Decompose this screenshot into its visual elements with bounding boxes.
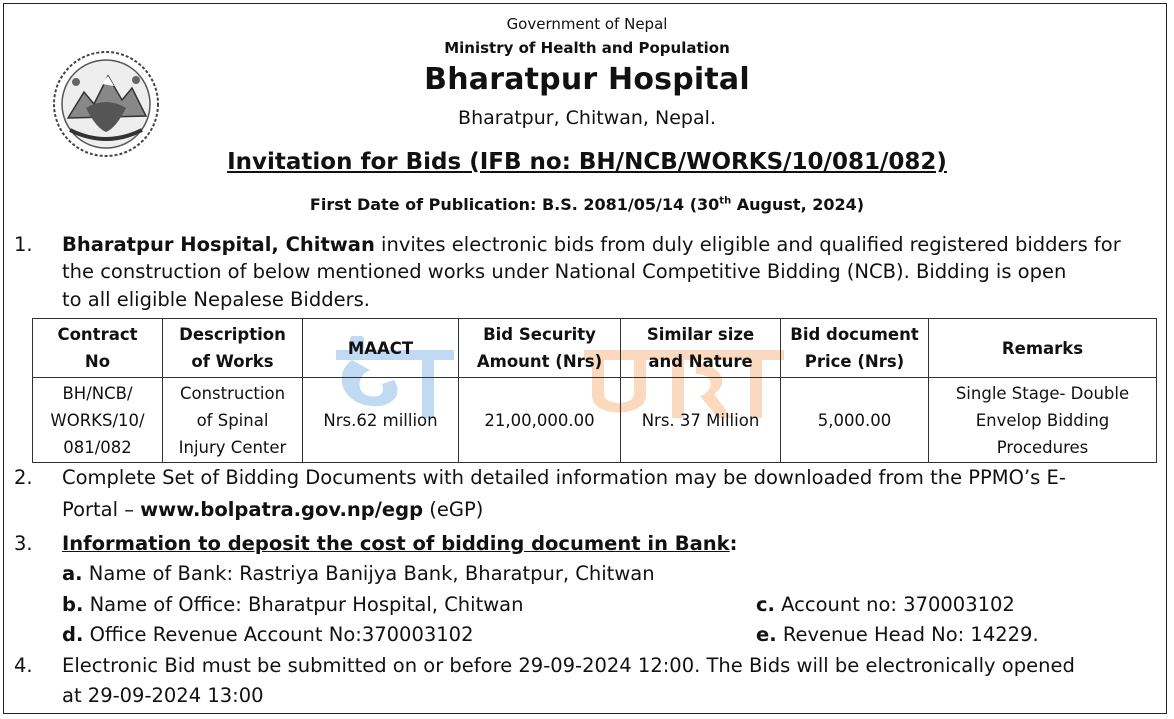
office-revenue-account: d. Office Revenue Account No:370003102	[62, 623, 474, 646]
cell-similar-size: Nrs. 37 Million	[621, 378, 781, 463]
header-description: Description of Works	[163, 319, 303, 378]
item-1-line-1: Bharatpur Hospital, Chitwan invites electronic bids from duly eligible and qualified registered bidders for	[62, 233, 1121, 256]
item-1-line-3: to all eligible Nepalese Bidders.	[62, 288, 370, 311]
item-1-line-2: the construction of below mentioned works under National Competitive Bidding (NCB). Bidding is open	[62, 260, 1067, 283]
item-4-number: 4.	[14, 654, 33, 677]
item-4-line-1: Electronic Bid must be submitted on or before 29-09-2024 12:00. The Bids will be electronically opened	[62, 654, 1075, 677]
item-1-number: 1.	[14, 233, 33, 256]
header-contract-no: Contract No	[33, 319, 163, 378]
cell-description: Construction of Spinal Injury Center	[163, 378, 303, 463]
item-2-line-2: Portal – www.bolpatra.gov.np/egp (eGP)	[62, 498, 484, 521]
hospital-address: Bharatpur, Chitwan, Nepal.	[458, 107, 716, 129]
bank-name: a. Name of Bank: Rastriya Banijya Bank, Bharatpur, Chitwan	[62, 562, 655, 585]
ministry-line: Ministry of Health and Population	[444, 39, 730, 57]
ifb-title: Invitation for Bids (IFB no: BH/NCB/WORKS/10/081/082)	[227, 149, 947, 175]
table-header-row	[33, 319, 1157, 378]
cell-bid-security: 21,00,000.00	[459, 378, 621, 463]
publication-date: First Date of Publication: B.S. 2081/05/14 (30th August, 2024)	[309, 195, 865, 214]
header-similar-size: Similar size and Nature	[621, 319, 781, 378]
header-remarks: Remarks	[929, 319, 1157, 378]
item-3-heading: Information to deposit the cost of bidding document in Bank:	[62, 532, 738, 555]
bid-table	[32, 318, 1157, 463]
item-2-number: 2.	[14, 466, 33, 489]
item-4-line-2: at 29-09-2024 13:00	[62, 684, 264, 707]
revenue-head-no: e. Revenue Head No: 14229.	[756, 623, 1039, 646]
table-row	[33, 378, 1157, 463]
item-2-line-1: Complete Set of Bidding Documents with detailed information may be downloaded from the PPMO’s E-	[62, 466, 1066, 489]
office-name: b. Name of Office: Bharatpur Hospital, Chitwan	[62, 593, 524, 616]
hospital-name: Bharatpur Hospital	[424, 62, 750, 97]
account-no: c. Account no: 370003102	[756, 593, 1015, 616]
item-3-number: 3.	[14, 532, 33, 555]
government-line: Government of Nepal	[506, 15, 668, 33]
cell-bid-document-price: 5,000.00	[781, 378, 929, 463]
cell-remarks: Single Stage- Double Envelop Bidding Procedures	[929, 378, 1157, 463]
header-bid-security: Bid Security Amount (Nrs)	[459, 319, 621, 378]
cell-contract-no: BH/NCB/ WORKS/10/ 081/082	[33, 378, 163, 463]
header-maact: MAACT	[303, 319, 459, 378]
cell-maact: Nrs.62 million	[303, 378, 459, 463]
header-bid-document-price: Bid document Price (Nrs)	[781, 319, 929, 378]
egp-portal-link[interactable]: www.bolpatra.gov.np/egp	[140, 498, 424, 521]
